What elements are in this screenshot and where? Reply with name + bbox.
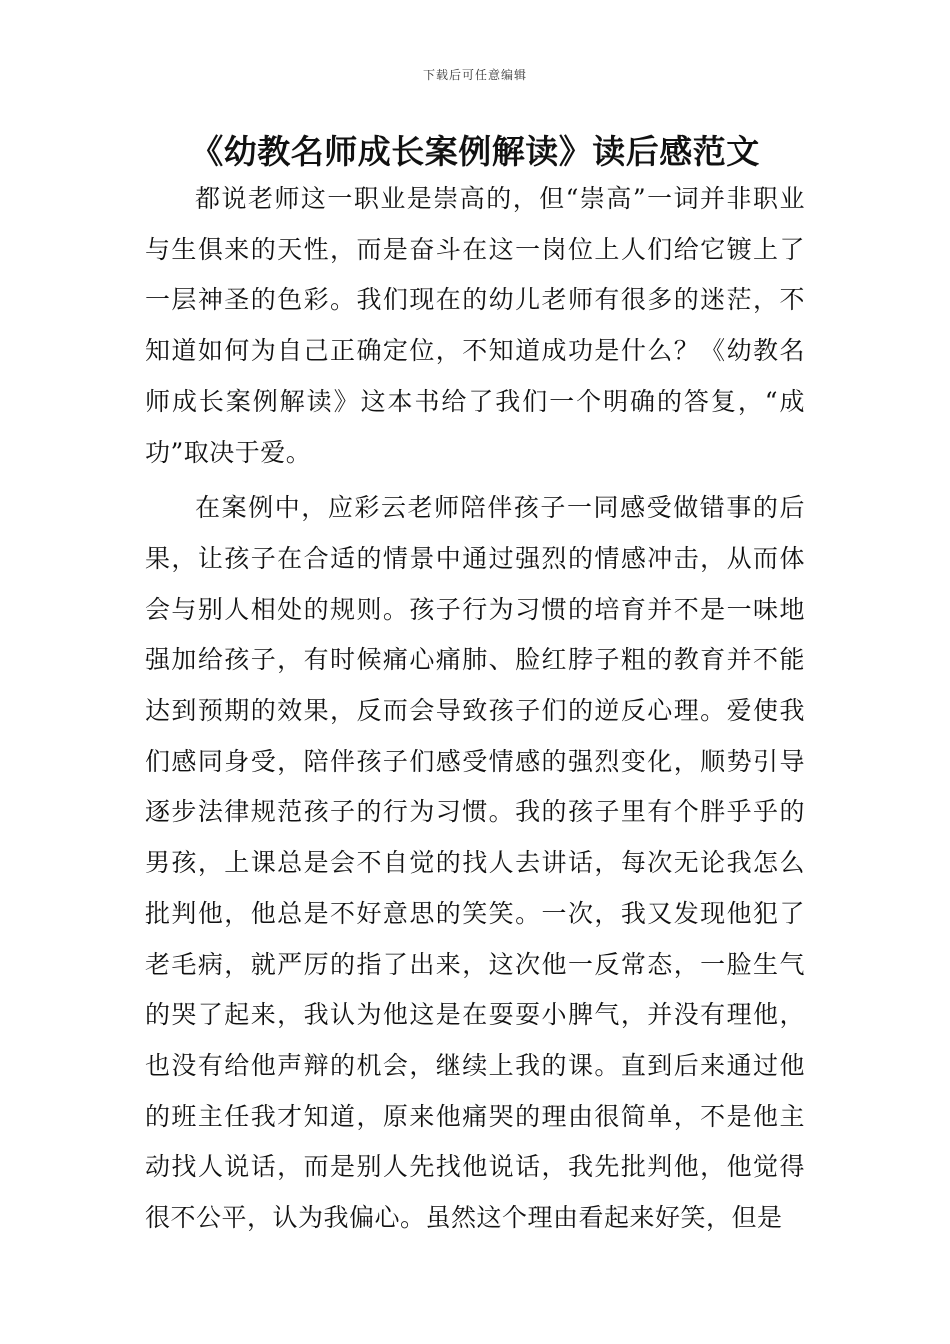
header-note: 下载后可任意编辑 [422,68,527,82]
paragraph-1: 都说老师这一职业是崇高的，但“崇高”一词并非职业与生俱来的天性，而是奋斗在这一岗位上人们给它镀上了一层神圣的色彩。我们现在的幼儿老师有很多的迷茫，不知道如何为自己正确定位，不知道成功是什么？《幼教名师成长案例解读》这本书给了我们一个明确的答复，“成功”取决于爱。 [145,184,805,467]
document-title: 《幼教名师成长案例解读》读后感范文 [190,132,760,171]
paragraph-2: 在案例中，应彩云老师陪伴孩子一同感受做错事的后果，让孩子在合适的情景中通过强烈的情感冲击，从而体会与别人相处的规则。孩子行为习惯的培育并不是一味地强加给孩子，有时候痛心痛肺、脸红脖子粗的教育并不能达到预期的效果，反而会导致孩子们的逆反心理。爱使我们感同身受，陪伴孩子们感受情感的强烈变化，顺势引导逐步法律规范孩子的行为习惯。我的孩子里有个胖乎乎的男孩，上课总是会不自觉的找人去讲话，每次无论我怎么批判他，他总是不好意思的笑笑。一次，我又发现他犯了老毛病，就严厉的指了出来，这次他一反常态，一脸生气的哭了起来，我认为他这是在耍耍小脾气，并没有理他，也没有给他声辩的机会，继续上我的课。直到后来通过他的班主任我才知道，原来他痛哭的理由很简单，不是他主动找人说话，而是别人先找他说话，我先批判他，他觉得很不公平，认为我偏心。虽然这个理由看起来好笑，但是 [145,493,805,1233]
document-body [145,174,805,1244]
